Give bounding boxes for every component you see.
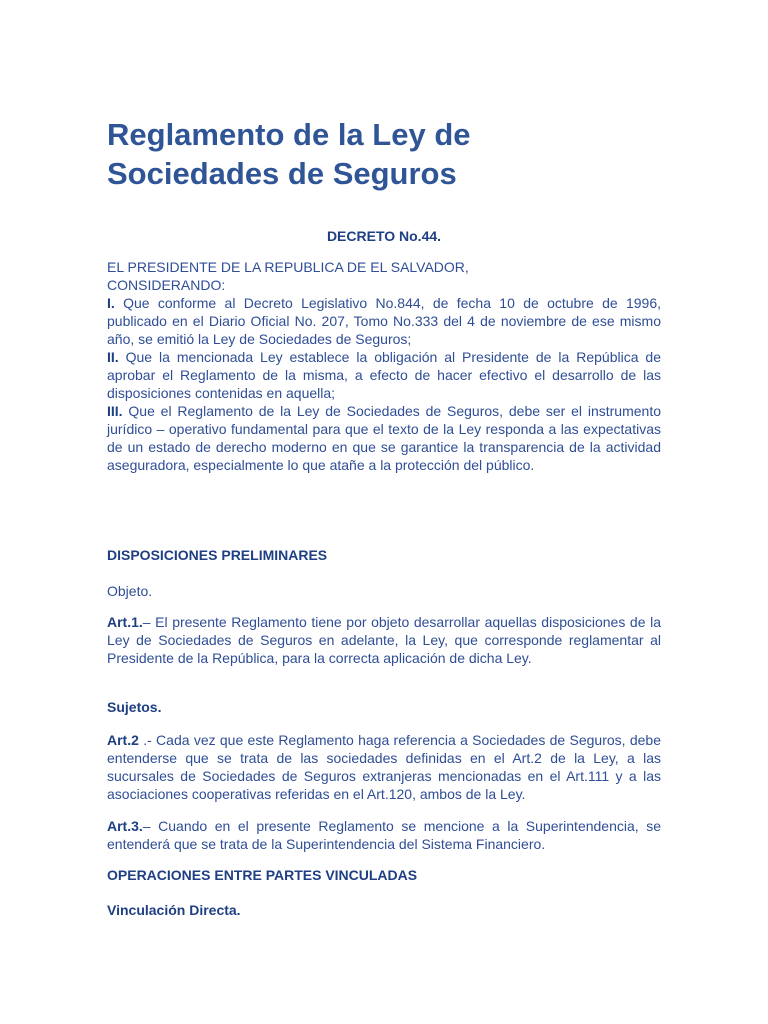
considerando-item-3 [107, 402, 661, 474]
article-label: Art.2 [107, 732, 139, 748]
section-heading-preliminares: DISPOSICIONES PRELIMINARES [107, 547, 328, 563]
article-text: – El presente Reglamento tiene por objeto desarrollar aquellas disposiciones de la Ley de Sociedades de Seguros en adelante, la Ley, que corresponde reglamentar al Presidente de la República, para la correcta aplicación de dicha Ley. [107, 614, 661, 666]
item-text: Que conforme al Decreto Legislativo No.844, de fecha 10 de octubre de 1996, publicado en el Diario Oficial No. 207, Tomo No.333 del 4 de noviembre de ese mismo año, se emitió la Ley de Sociedades de Seguros; [107, 295, 661, 347]
objeto-label: Objeto. [107, 583, 153, 599]
preamble-line-2: CONSIDERANDO: [107, 277, 226, 293]
article-1 [107, 613, 661, 667]
decree-number: DECRETO No.44. [326, 228, 442, 244]
item-number: II. [107, 349, 119, 365]
article-label: Art.3. [107, 818, 143, 834]
section-heading-operaciones: OPERACIONES ENTRE PARTES VINCULADAS [107, 867, 418, 883]
item-number: I. [107, 295, 115, 311]
sujetos-heading: Sujetos. [107, 699, 162, 715]
preamble-line-1: EL PRESIDENTE DE LA REPUBLICA DE EL SALVADOR, [107, 259, 469, 275]
article-2 [107, 731, 661, 803]
article-3 [107, 817, 661, 853]
item-text: Que la mencionada Ley establece la obligación al Presidente de la República de aprobar el Reglamento de la misma, a efecto de hacer efectivo el desarrollo de las disposiciones contenidas en aquella; [107, 349, 661, 401]
title-line-2: Sociedades de Seguros [107, 156, 457, 191]
article-label: Art.1. [107, 614, 143, 630]
article-text: .- Cada vez que este Reglamento haga referencia a Sociedades de Seguros, debe entenderse que se trata de las sociedades definidas en el Art.2 de la Ley, a las sucursales de Sociedades de Seguros extranjeras mencionadas en el Art.111 y a las asociaciones cooperativas referidas en el Art.120, ambos de la Ley. [107, 732, 661, 802]
considerando-item-2 [107, 348, 661, 402]
document-title [107, 115, 667, 193]
preamble [107, 258, 661, 474]
item-number: III. [107, 403, 123, 419]
article-text: – Cuando en el presente Reglamento se mencione a la Superintendencia, se entenderá que se trata de la Superintendencia del Sistema Financiero. [107, 818, 661, 852]
considerando-item-1 [107, 294, 661, 348]
title-line-1: Reglamento de la Ley de [107, 117, 471, 152]
item-text: Que el Reglamento de la Ley de Sociedades de Seguros, debe ser el instrumento jurídico – operativo fundamental para que el texto de la Ley responda a las expectativas de un estado de derecho moderno en que se garantice la transparencia de la actividad aseguradora, especialmente lo que atañe a la protección del público. [107, 403, 661, 473]
vinculacion-heading: Vinculación Directa. [107, 902, 241, 918]
